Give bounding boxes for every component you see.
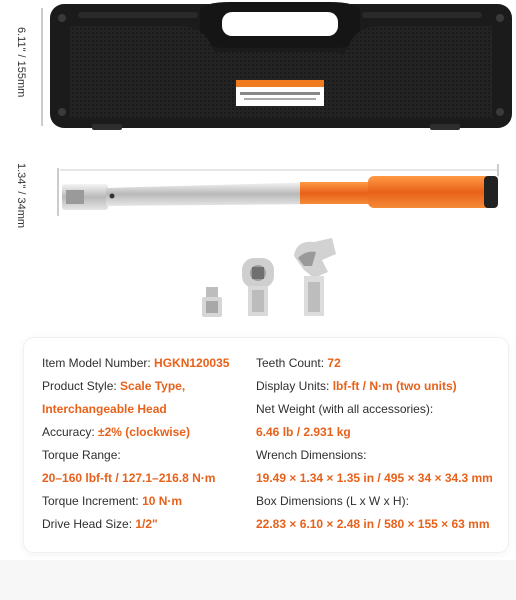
spec-drive-head-size: Drive Head Size: 1/2" <box>42 517 158 531</box>
spec-wrench-dimensions-label: Wrench Dimensions: <box>256 448 367 462</box>
wrench-dimension-label: 1.34" / 34mm <box>15 163 27 229</box>
spec-box-dimensions-value: 22.83 × 6.10 × 2.48 in / 580 × 155 × 63 mm <box>256 517 490 531</box>
carrying-case-icon <box>0 0 516 140</box>
spec-item-model: Item Model Number: HGKN120035 <box>42 356 230 370</box>
spec-display-units: Display Units: lbf-ft / N·m (two units) <box>256 379 457 393</box>
spec-product-style: Product Style: Scale Type, <box>42 379 186 393</box>
spec-torque-increment: Torque Increment: 10 N·m <box>42 494 183 508</box>
spec-wrench-dimensions-value: 19.49 × 1.34 × 1.35 in / 495 × 34 × 34.3 mm <box>256 471 493 485</box>
adjustable-head-icon <box>286 236 342 320</box>
spec-net-weight-label: Net Weight (with all accessories): <box>256 402 434 416</box>
specs-left-column <box>42 352 262 536</box>
case-dimension-label: 6.11" / 155mm <box>15 27 27 98</box>
spec-box-dimensions-label: Box Dimensions (L x W x H): <box>256 494 409 508</box>
bottom-background <box>0 560 516 600</box>
specifications-card <box>24 338 508 552</box>
spec-accuracy: Accuracy: ±2% (clockwise) <box>42 425 190 439</box>
ratchet-head-icon <box>238 256 278 320</box>
torque-wrench-icon <box>0 160 516 230</box>
spec-teeth-count: Teeth Count: 72 <box>256 356 341 370</box>
spec-product-style-cont: Interchangeable Head <box>42 402 167 416</box>
socket-adapter-icon <box>198 285 228 321</box>
spec-torque-range-value: 20–160 lbf-ft / 127.1–216.8 N·m <box>42 471 216 485</box>
specs-right-column <box>256 352 508 536</box>
spec-torque-range-label: Torque Range: <box>42 448 121 462</box>
spec-net-weight-value: 6.46 lb / 2.931 kg <box>256 425 351 439</box>
